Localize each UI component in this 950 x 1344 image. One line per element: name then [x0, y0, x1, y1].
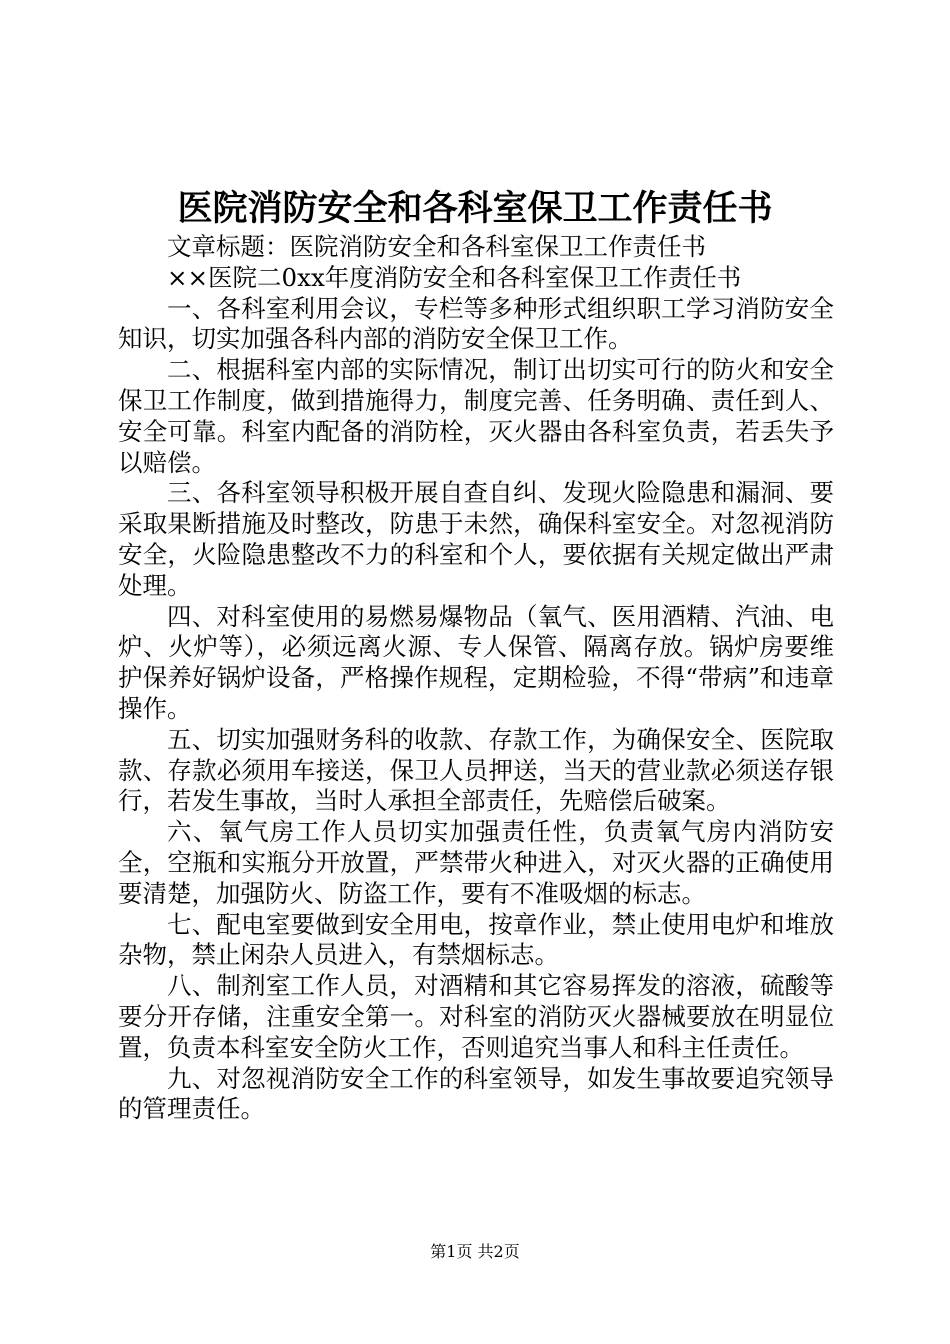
document-subtitle-line: ××医院二0xx年度消防安全和各科室保卫工作责任书 — [167, 262, 742, 292]
paragraph-item-1: 一、各科室利用会议，专栏等多种形式组织职工学习消防安全知识，切实加强各科内部的消防安全保卫工作。 — [118, 293, 834, 354]
paragraph-item-5: 五、切实加强财务科的收款、存款工作，为确保安全、医院取款、存款必须用车接送，保卫人员押送，当天的营业款必须送存银行，若发生事故，当时人承担全部责任，先赔偿后破案。 — [118, 724, 834, 816]
document-title: 医院消防安全和各科室保卫工作责任书 — [177, 188, 773, 229]
paragraph-item-8: 八、制剂室工作人员，对酒精和其它容易挥发的溶液，硫酸等要分开存储，注重安全第一。对科室的消防灭火器械要放在明显位置，负责本科室安全防火工作，否则追究当事人和科主任责任。 — [118, 971, 834, 1062]
paragraph-item-7: 七、配电室要做到安全用电，按章作业，禁止使用电炉和堆放杂物，禁止闲杂人员进入，有禁烟标志。 — [118, 909, 834, 970]
paragraph-item-9: 九、对忽视消防安全工作的科室领导，如发生事故要追究领导的管理责任。 — [118, 1063, 834, 1124]
paragraph-item-2: 二、根据科室内部的实际情况，制订出切实可行的防火和安全保卫工作制度，做到措施得力，制度完善、任务明确、责任到人、安全可靠。科室内配备的消防栓，灭火器由各科室负责，若丢失予以赔偿。 — [118, 355, 834, 477]
paragraph-item-3: 三、各科室领导积极开展自查自纠、发现火险隐患和漏洞、要采取果断措施及时整改，防患于未然，确保科室安全。对忽视消防安全，火险隐患整改不力的科室和个人，要依据有关规定做出严肃处理。 — [118, 478, 834, 600]
document-body — [118, 232, 834, 1125]
article-title-line: 文章标题：医院消防安全和各科室保卫工作责任书 — [167, 232, 706, 261]
page-number-footer: 第1页 共2页 — [430, 1242, 520, 1261]
paragraph-item-6: 六、氧气房工作人员切实加强责任性，负责氧气房内消防安全，空瓶和实瓶分开放置，严禁带火种进入，对灭火器的正确使用要清楚，加强防火、防盗工作，要有不准吸烟的标志。 — [118, 817, 834, 908]
paragraph-item-4: 四、对科室使用的易燃易爆物品（氧气、医用酒精、汽油、电炉、火炉等），必须远离火源、专人保管、隔离存放。锅炉房要维护保养好锅炉设备，严格操作规程，定期检验，不得“带病”和违章操作。 — [118, 601, 834, 723]
